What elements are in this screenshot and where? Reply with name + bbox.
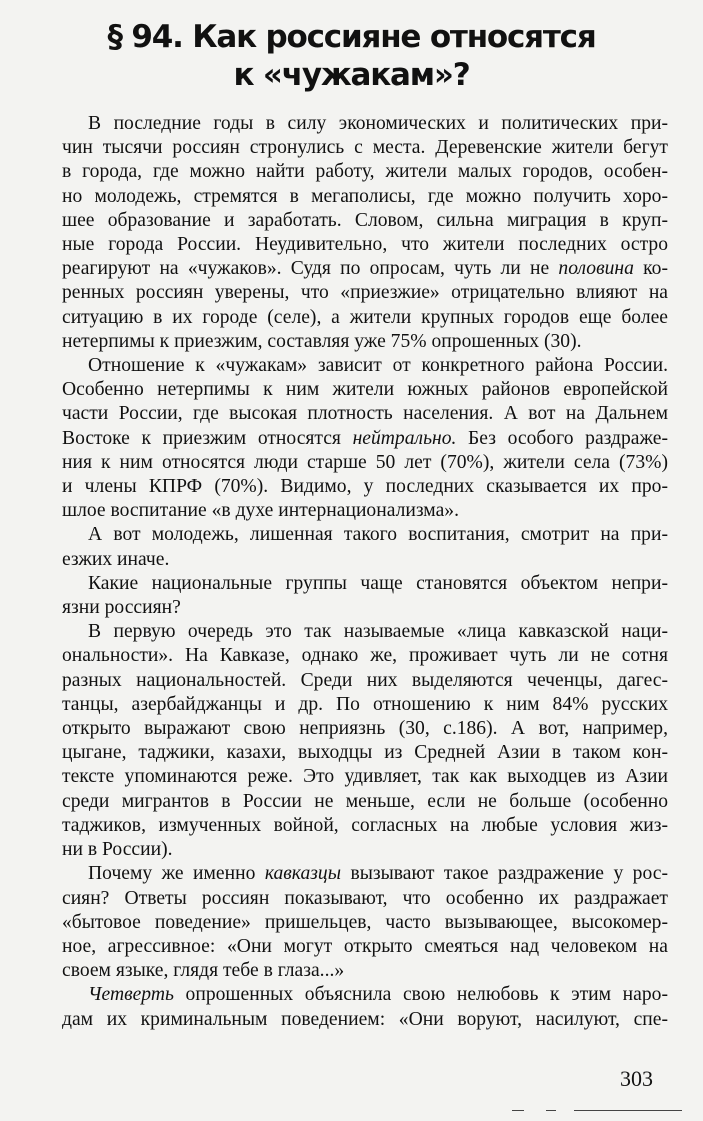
paragraph-6 <box>36 862 668 983</box>
section-title-line-1: § 94. Как россияне относятся <box>107 19 596 55</box>
text-line: сиян? Ответы россиян показывают, что особенно их раздражает <box>62 887 668 909</box>
text-fragment: Востоке к приезжим относятся <box>62 427 353 449</box>
text-line: танцы, азербайджанцы и др. По отношению к ним 84% русских <box>62 693 668 715</box>
text-line: В первую очередь это так называемые «лица кавказской наци- <box>88 621 668 643</box>
text-line: открыто выражают свою неприязнь (30, с.186). А вот, например, <box>62 718 668 740</box>
text-line: езжих иначе. <box>62 548 170 570</box>
footer-dash <box>512 1110 524 1111</box>
text-fragment: Почему же именно <box>88 863 265 885</box>
text-line: части России, где высокая плотность населения. А вот на Дальнем <box>62 403 668 425</box>
text-fragment: реагируют на «чужаков». Судя по опросам, чуть ли не <box>62 258 559 280</box>
text-fragment: Без особого раздраже- <box>456 427 668 449</box>
text-line <box>36 427 668 451</box>
text-line <box>36 862 668 886</box>
emphasis-text: половина <box>558 258 634 280</box>
text-line: дам их криминальным поведением: «Они воруют, насилуют, спе- <box>62 1008 668 1030</box>
text-line: ные города России. Неудивительно, что жители последних остро <box>62 234 668 256</box>
section-title <box>0 18 703 94</box>
text-line: таджиков, измученных войной, согласных на любые условия жиз- <box>62 814 668 836</box>
text-line: но молодежь, стремятся в мегаполисы, где можно получить хоро- <box>62 185 668 207</box>
text-line: ситуацию в их городе (селе), а жители крупных городов еще более <box>62 306 668 328</box>
text-line: ренных россиян уверены, что «приезжие» отрицательно влияют на <box>62 282 668 304</box>
emphasis-text: нейтрально. <box>352 427 457 449</box>
paragraph-7 <box>36 983 668 1031</box>
page-number: 303 <box>620 1066 653 1091</box>
emphasis-text: Четверть <box>88 984 174 1006</box>
body-text <box>36 112 668 1032</box>
text-line <box>36 257 668 281</box>
text-line: нетерпимы к приезжим, составляя уже 75% опрошенных (30). <box>62 330 582 352</box>
section-title-line-2: к «чужакам»? <box>233 57 470 93</box>
text-line: «бытовое поведение» пришельцев, часто вызывающее, высокомер- <box>62 911 668 933</box>
text-line: шее образование и заработать. Словом, сильна миграция в круп- <box>62 209 668 231</box>
paragraph-2 <box>36 354 668 523</box>
text-line: своем языке, глядя тебе в глаза...» <box>62 960 345 982</box>
footer-dash <box>546 1110 556 1111</box>
paragraph-1 <box>36 112 668 354</box>
text-line: ональности». На Кавказе, однако же, проживает чуть ли не сотня <box>62 645 668 667</box>
text-line: ни в России). <box>62 839 173 861</box>
text-line: ное, агрессивное: «Они могут открыто смеяться над человеком на <box>62 935 668 957</box>
text-line: А вот молодежь, лишенная такого воспитания, смотрит на при- <box>88 524 668 546</box>
text-fragment: опрошенных объяснила свою нелюбовь к этим наро- <box>173 984 668 1006</box>
text-line: чин тысячи россиян стронулись с места. Деревенские жители бегут <box>62 137 668 159</box>
text-line: цыгане, таджики, казахи, выходцы из Средней Азии в таком кон- <box>62 742 668 764</box>
paragraph-3 <box>36 523 668 571</box>
text-line: Отношение к «чужакам» зависит от конкретного района России. <box>88 355 668 377</box>
text-line: шлое воспитание «в духе интернационализма». <box>62 500 459 522</box>
text-line: разных национальностей. Среди них выделяются чеченцы, дагес- <box>62 669 668 691</box>
text-fragment: вызывают такое раздражение у рос- <box>341 863 668 885</box>
text-line <box>36 983 668 1007</box>
text-line: и члены КПРФ (70%). Видимо, у последних сказывается их про- <box>62 476 668 498</box>
text-line: ния к ним относятся люди старше 50 лет (70%), жители села (73%) <box>62 451 668 473</box>
text-line: Какие национальные группы чаще становятся объектом непри- <box>88 572 668 594</box>
text-line: язни россиян? <box>62 597 181 619</box>
text-line: Особенно нетерпимы к ним жители южных районов европейской <box>62 379 668 401</box>
footer-rule <box>574 1110 682 1111</box>
text-fragment: ко- <box>633 258 668 280</box>
text-line: тексте упоминаются реже. Это удивляет, так как выходцев из Азии <box>62 766 668 788</box>
text-line: В последние годы в силу экономических и политических при- <box>88 113 668 134</box>
paragraph-4 <box>36 572 668 620</box>
text-line: в города, где можно найти работу, жители малых городов, особен- <box>62 161 668 183</box>
emphasis-text: кавказцы <box>264 863 341 885</box>
paragraph-5 <box>36 620 668 862</box>
text-line: среди мигрантов в России не меньше, если не больше (особенно <box>62 790 668 812</box>
